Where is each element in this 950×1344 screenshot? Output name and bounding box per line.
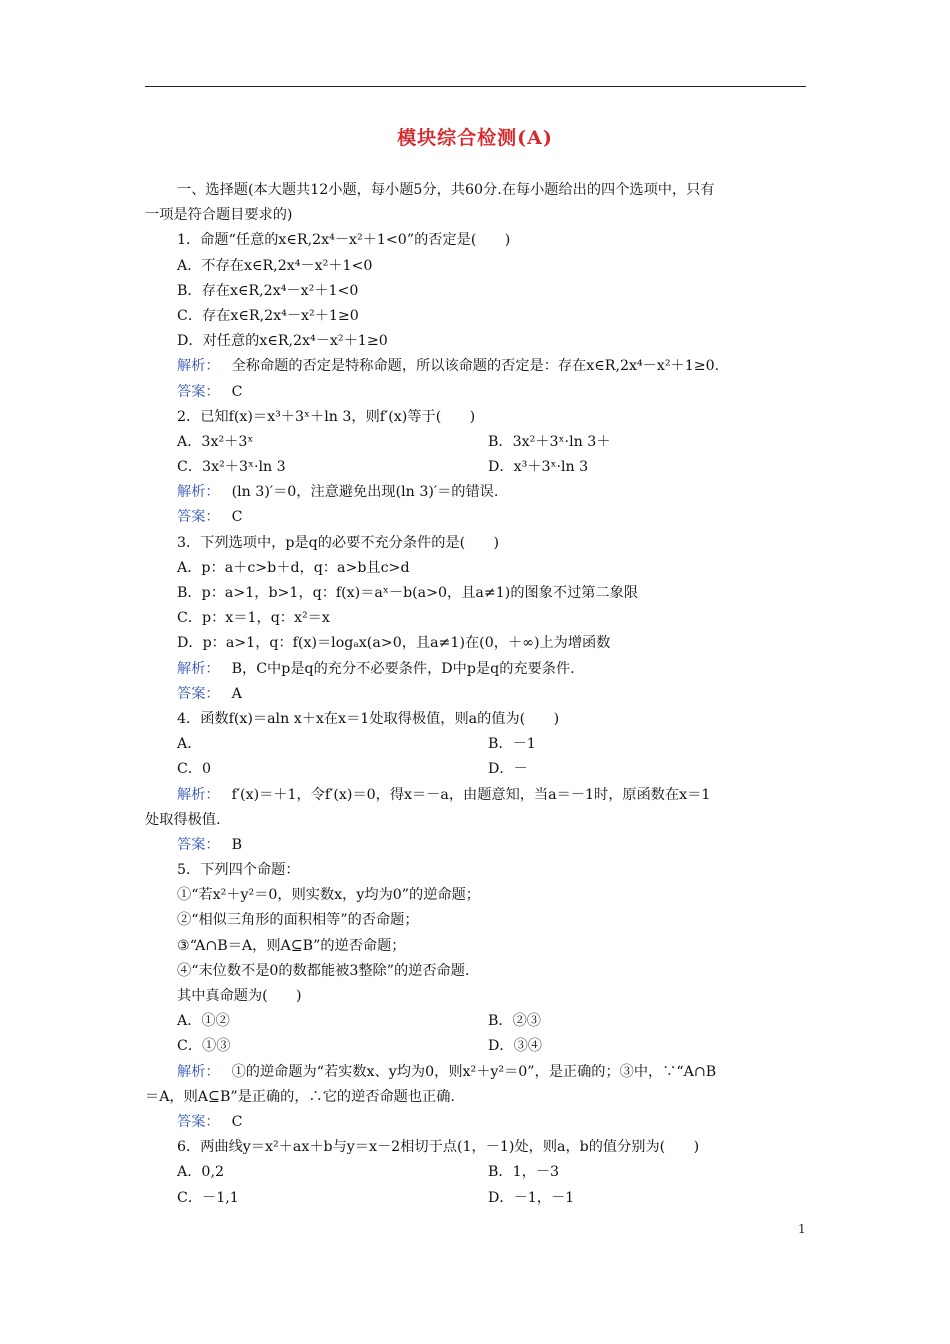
option-right: B．3x²＋3ˣ·ln 3＋	[488, 433, 611, 450]
answer-line	[145, 682, 810, 707]
option-right: B．1，－3	[488, 1164, 560, 1181]
line-text: 全称命题的否定是特称命题，所以该命题的否定是：存在x∈R,2x⁴－x²＋1≥0.	[231, 358, 720, 375]
option-right: D．－	[488, 761, 528, 778]
text-line: 一项是符合题目要求的)	[145, 207, 293, 224]
line-text: C	[231, 509, 243, 526]
text-line: 2．已知f(x)＝x³＋3ˣ＋ln 3，则f′(x)等于( )	[177, 408, 476, 425]
line-text: B，C中p是q的充分不必要条件，D中p是q的充要条件.	[231, 660, 575, 677]
text-line: 5．下列四个命题：	[177, 862, 300, 879]
text-line: ③“A∩B＝A，则A⊆B”的逆否命题；	[177, 937, 406, 954]
text-line: 一、选择题(本大题共12小题，每小题5分，共60分.在每小题给出的四个选项中，只有	[177, 182, 715, 198]
line-text: (ln 3)′＝0，注意避免出现(ln 3)′＝的错误.	[231, 484, 499, 501]
text-line: ①“若x²＋y²＝0，则实数x，y均为0”的逆命题；	[177, 887, 480, 904]
analysis-line	[145, 354, 810, 379]
option-right: B．②③	[488, 1013, 541, 1030]
answer-line	[145, 833, 810, 858]
text-line: ②“相似三角形的面积相等”的否命题；	[177, 912, 419, 929]
option-left: A．0,2	[177, 1164, 224, 1181]
text-line: 4．函数f(x)＝aln x＋x在x＝1处取得极值，则a的值为( )	[177, 710, 560, 727]
option-left: C．－1,1	[177, 1189, 239, 1206]
text-line: A．p：a＋c>b＋d，q：a>b且c>d	[177, 559, 410, 576]
text-line: ④“末位数不是0的数都能被3整除”的逆否命题.	[177, 962, 470, 979]
text-line: C．存在x∈R,2x⁴－x²＋1≥0	[177, 307, 359, 324]
text-line: D．对任意的x∈R,2x⁴－x²＋1≥0	[177, 333, 388, 350]
text-line: D．p：a>1，q：f(x)＝logₐx(a>0，且a≠1)在(0，＋∞)上为增函数	[177, 635, 611, 652]
analysis-line	[145, 1060, 810, 1085]
text-line: 3．下列选项中，p是q的必要不充分条件的是( )	[177, 534, 500, 551]
option-row	[145, 1034, 810, 1059]
option-left: A．3x²＋3ˣ	[177, 433, 254, 450]
line-text: A	[231, 685, 242, 702]
option-row	[145, 1186, 810, 1211]
analysis-line	[145, 480, 810, 505]
option-row	[145, 732, 810, 757]
option-row	[145, 1009, 810, 1034]
page-number: 1	[798, 1222, 806, 1236]
line-text: B	[231, 836, 243, 853]
text-line: 1．命题“任意的x∈R,2x⁴－x²＋1<0”的否定是( )	[177, 232, 511, 249]
line-text: C	[231, 1113, 243, 1130]
option-row	[145, 757, 810, 782]
section-label: 答案：	[177, 383, 220, 400]
option-left: A．①②	[177, 1013, 230, 1030]
text-line: B．p：a>1，b>1，q：f(x)＝aˣ－b(a>0，且a≠1)的图象不过第二象限	[177, 585, 639, 601]
option-left: C．①③	[177, 1038, 231, 1055]
section-label: 答案：	[177, 509, 220, 526]
option-right: D．③④	[488, 1038, 542, 1055]
section-label: 解析：	[177, 358, 220, 375]
analysis-line	[145, 783, 810, 808]
option-left: A．	[177, 736, 202, 753]
section-label: 答案：	[177, 1113, 220, 1130]
option-left: C．0	[177, 761, 212, 778]
answer-line	[145, 1110, 810, 1135]
option-right: D．－1，－1	[488, 1189, 575, 1206]
answer-line	[145, 380, 810, 405]
line-text: C	[231, 383, 243, 400]
text-line: C．p：x＝1，q：x²＝x	[177, 610, 330, 627]
line-text: f′(x)＝＋1，令f′(x)＝0，得x＝－a，由题意知，当a＝－1时，原函数在x＝1	[231, 786, 711, 803]
header-rule	[145, 86, 806, 87]
option-right: B．－1	[488, 736, 536, 753]
text-line: 6．两曲线y＝x²＋ax＋b与y＝x－2相切于点(1，－1)处，则a，b的值分别为( )	[177, 1139, 700, 1156]
text-line: B．存在x∈R,2x⁴－x²＋1<0	[177, 282, 359, 299]
line-text: ①的逆命题为“若实数x、y均为0，则x²＋y²＝0”，是正确的；③中，∵“A∩B	[231, 1063, 717, 1080]
section-label: 解析：	[177, 660, 220, 677]
option-row	[145, 455, 810, 480]
analysis-line	[145, 657, 810, 682]
text-line: 其中真命题为( )	[177, 988, 302, 1004]
section-label: 解析：	[177, 1063, 220, 1080]
option-row	[145, 1160, 810, 1185]
text-line: A．不存在x∈R,2x⁴－x²＋1<0	[177, 257, 373, 274]
answer-line	[145, 505, 810, 530]
text-line: 处取得极值.	[145, 811, 221, 828]
document-body	[145, 178, 810, 1211]
section-label: 解析：	[177, 786, 220, 803]
option-left: C．3x²＋3ˣ·ln 3	[177, 459, 286, 476]
section-label: 答案：	[177, 836, 220, 853]
page-title: 模块综合检测(A)	[397, 127, 553, 149]
text-line: ＝A，则A⊆B”是正确的，∴它的逆否命题也正确.	[145, 1088, 455, 1105]
option-row	[145, 430, 810, 455]
option-right: D．x³＋3ˣ·ln 3	[488, 459, 589, 476]
section-label: 解析：	[177, 484, 220, 501]
section-label: 答案：	[177, 685, 220, 702]
